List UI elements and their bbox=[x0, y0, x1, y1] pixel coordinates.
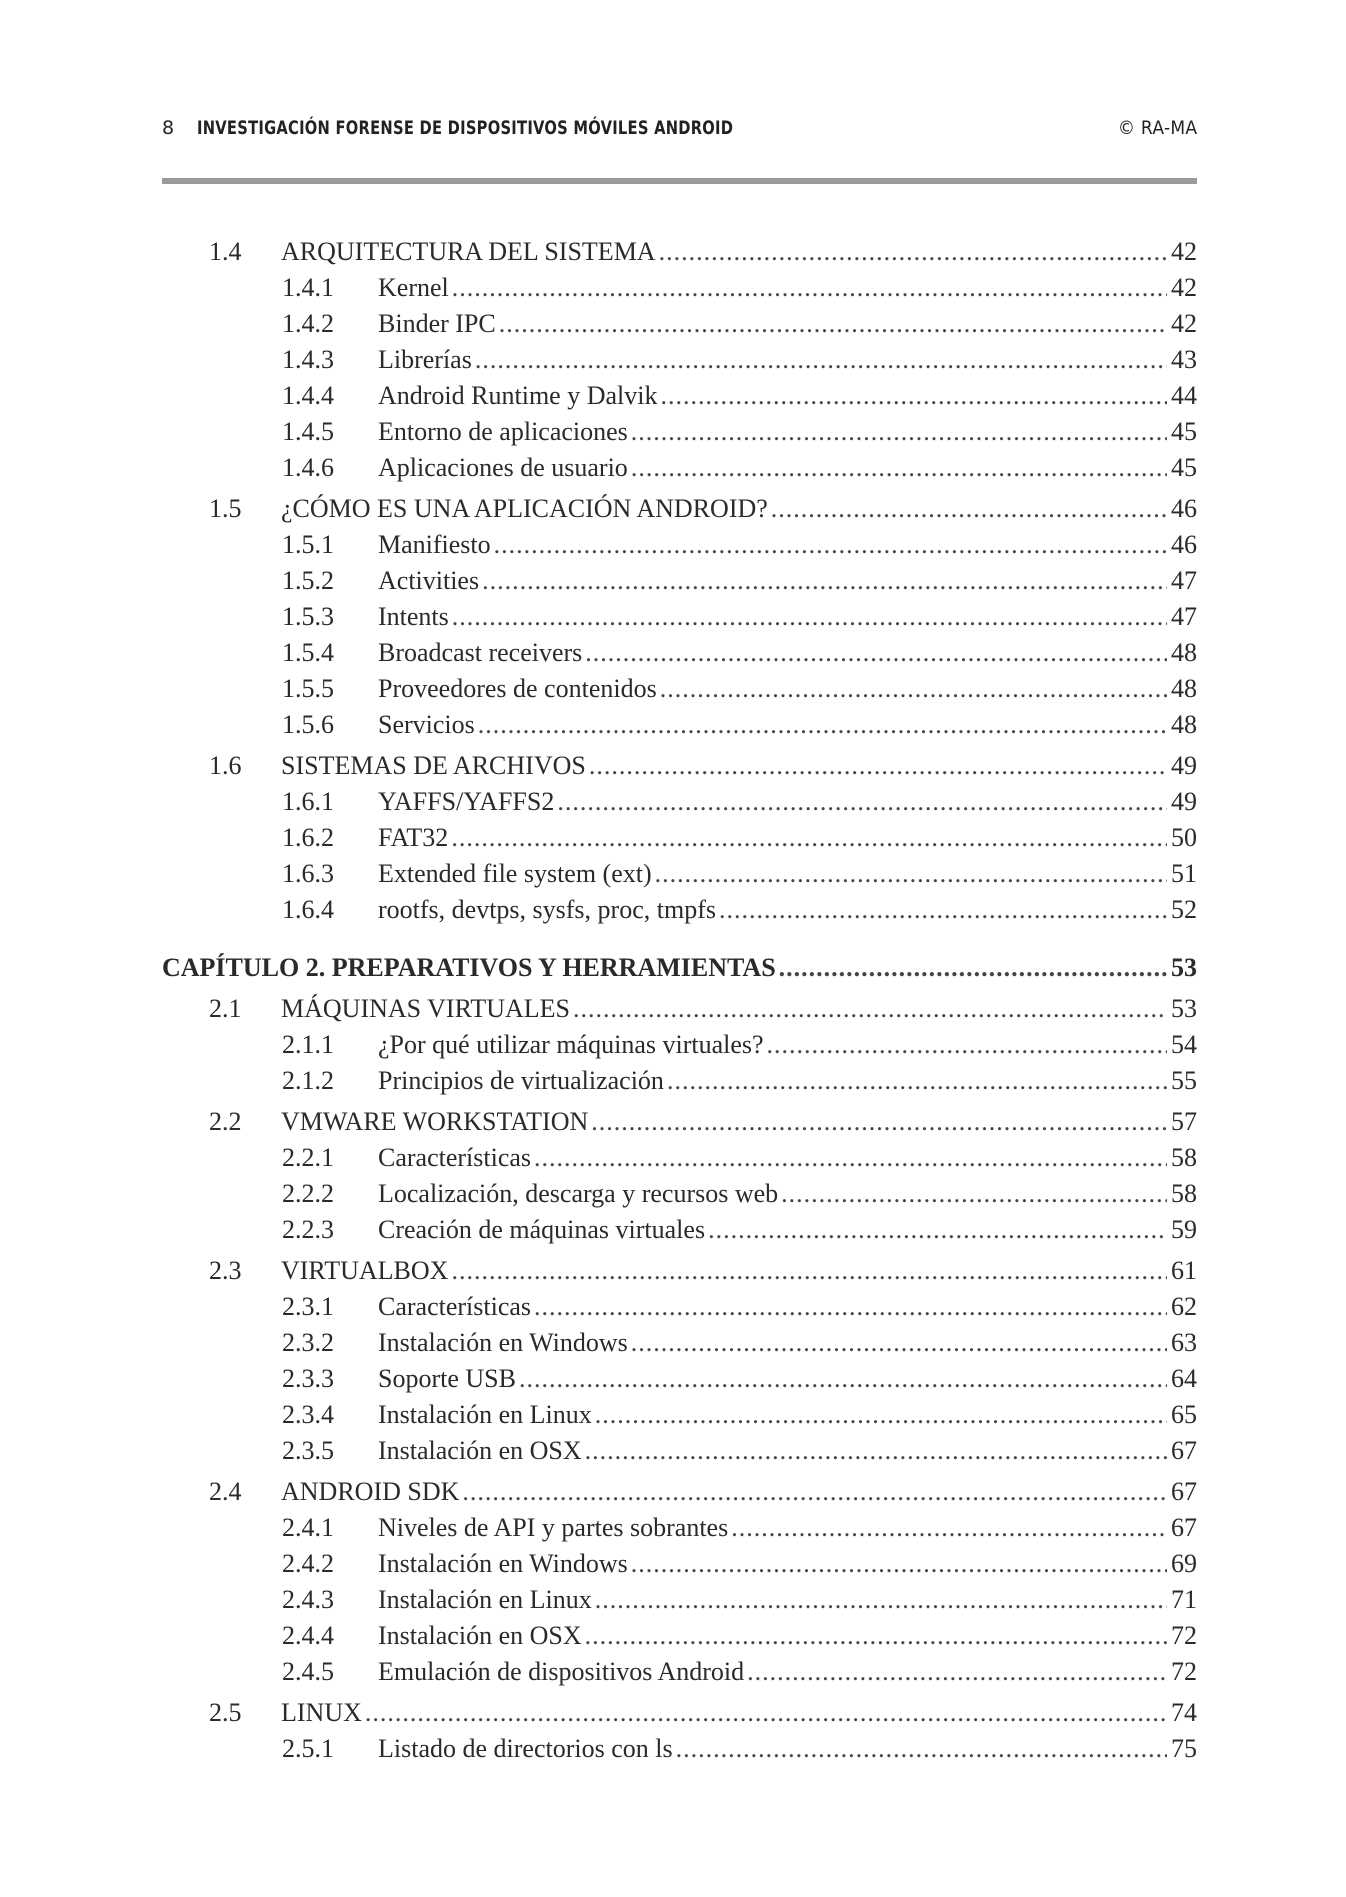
toc-entry-page: 53 bbox=[1171, 953, 1197, 982]
toc-entry-page: 72 bbox=[1171, 1621, 1197, 1650]
toc-entry-page: 75 bbox=[1171, 1734, 1197, 1763]
toc-entry-number: 1.6.3 bbox=[282, 859, 334, 888]
toc-entry-page: 45 bbox=[1171, 453, 1197, 482]
toc-entry-number: 2.2.1 bbox=[282, 1143, 334, 1172]
toc-entry-number: 2.1.2 bbox=[282, 1066, 334, 1095]
toc-entry-page: 71 bbox=[1171, 1585, 1197, 1614]
toc-entry-number: 2.3.1 bbox=[282, 1292, 334, 1321]
toc-entry-page: 54 bbox=[1171, 1030, 1197, 1059]
toc-entry-title: YAFFS/YAFFS2 bbox=[378, 787, 555, 816]
toc-entry-title: Intents bbox=[378, 602, 449, 631]
dot-leader bbox=[767, 1027, 1167, 1063]
toc-entry-number: 2.4.3 bbox=[282, 1585, 334, 1614]
toc-entry-page: 64 bbox=[1171, 1364, 1197, 1393]
toc-entry bbox=[162, 671, 1197, 707]
toc-entry-page: 48 bbox=[1171, 674, 1197, 703]
toc-entry-page: 67 bbox=[1171, 1477, 1197, 1506]
toc-entry bbox=[162, 1397, 1197, 1433]
toc-entry-title: Instalación en OSX bbox=[378, 1436, 582, 1465]
toc-entry bbox=[162, 1618, 1197, 1654]
toc-entry bbox=[162, 1104, 1197, 1140]
toc-entry-page: 72 bbox=[1171, 1657, 1197, 1686]
toc-entry-number: 2.3.2 bbox=[282, 1328, 334, 1357]
dot-leader bbox=[452, 270, 1167, 306]
toc-entry-page: 59 bbox=[1171, 1215, 1197, 1244]
dot-leader bbox=[494, 527, 1167, 563]
toc-entry-page: 45 bbox=[1171, 417, 1197, 446]
toc-entry-page: 57 bbox=[1171, 1107, 1197, 1136]
toc-entry bbox=[162, 1474, 1197, 1510]
toc-entry-number: 2.2 bbox=[209, 1107, 242, 1136]
toc-entry-title: Binder IPC bbox=[378, 309, 496, 338]
toc-entry-page: 51 bbox=[1171, 859, 1197, 888]
toc-entry bbox=[162, 1510, 1197, 1546]
toc-entry-number: 2.3 bbox=[209, 1256, 242, 1285]
toc-chapter-entry bbox=[162, 950, 1197, 986]
toc-entry bbox=[162, 748, 1197, 784]
toc-entry-number: 2.1.1 bbox=[282, 1030, 334, 1059]
toc-entry-title: Proveedores de contenidos bbox=[378, 674, 657, 703]
toc-entry-page: 62 bbox=[1171, 1292, 1197, 1321]
toc-entry-number: 1.4.5 bbox=[282, 417, 334, 446]
toc-entry bbox=[162, 1582, 1197, 1618]
dot-leader bbox=[534, 1289, 1167, 1325]
toc-entry-page: 55 bbox=[1171, 1066, 1197, 1095]
toc-entry-number: 1.4.6 bbox=[282, 453, 334, 482]
dot-leader bbox=[591, 1104, 1167, 1140]
toc-entry-title: CAPÍTULO 2. PREPARATIVOS Y HERRAMIENTAS bbox=[162, 953, 776, 982]
toc-entry-number: 2.3.4 bbox=[282, 1400, 334, 1429]
toc-entry-title: Librerías bbox=[378, 345, 472, 374]
dot-leader bbox=[452, 599, 1167, 635]
dot-leader bbox=[708, 1212, 1167, 1248]
dot-leader bbox=[557, 784, 1167, 820]
toc-entry-title: Instalación en Windows bbox=[378, 1328, 628, 1357]
toc-entry bbox=[162, 1140, 1197, 1176]
dot-leader bbox=[631, 1546, 1167, 1582]
toc-entry bbox=[162, 1027, 1197, 1063]
toc-entry-number: 1.5.5 bbox=[282, 674, 334, 703]
toc-entry-title: Kernel bbox=[378, 273, 449, 302]
toc-entry-page: 49 bbox=[1171, 787, 1197, 816]
toc-entry-number: 1.5.4 bbox=[282, 638, 334, 667]
toc-entry-title: Instalación en Linux bbox=[378, 1400, 592, 1429]
toc-entry-title: MÁQUINAS VIRTUALES bbox=[281, 994, 571, 1023]
toc-entry bbox=[162, 784, 1197, 820]
toc-entry-title: ANDROID SDK bbox=[281, 1477, 460, 1506]
toc-entry-title: VMWARE WORKSTATION bbox=[281, 1107, 589, 1136]
toc-entry-number: 2.3.5 bbox=[282, 1436, 334, 1465]
dot-leader bbox=[585, 1618, 1167, 1654]
dot-leader bbox=[631, 450, 1167, 486]
toc-entry-title: ARQUITECTURA DEL SISTEMA bbox=[281, 237, 656, 266]
toc-entry bbox=[162, 378, 1197, 414]
toc-entry-number: 1.5.2 bbox=[282, 566, 334, 595]
toc-entry bbox=[162, 820, 1197, 856]
toc-entry-page: 67 bbox=[1171, 1436, 1197, 1465]
toc-entry-page: 58 bbox=[1171, 1143, 1197, 1172]
toc-entry-number: 1.5 bbox=[209, 494, 242, 523]
toc-entry bbox=[162, 856, 1197, 892]
toc-entry bbox=[162, 414, 1197, 450]
toc-entry-number: 2.4.1 bbox=[282, 1513, 334, 1542]
toc-entry-number: 2.5 bbox=[209, 1698, 242, 1727]
toc-entry-page: 58 bbox=[1171, 1179, 1197, 1208]
toc-entry-page: 48 bbox=[1171, 638, 1197, 667]
toc-entry bbox=[162, 306, 1197, 342]
dot-leader bbox=[660, 378, 1167, 414]
dot-leader bbox=[667, 1063, 1167, 1099]
toc-entry-number: 1.5.1 bbox=[282, 530, 334, 559]
toc-entry bbox=[162, 707, 1197, 743]
toc-entry bbox=[162, 270, 1197, 306]
toc-entry-page: 65 bbox=[1171, 1400, 1197, 1429]
toc-entry-title: Broadcast receivers bbox=[378, 638, 583, 667]
toc-entry-title: Instalación en OSX bbox=[378, 1621, 582, 1650]
toc-entry bbox=[162, 1176, 1197, 1212]
header-rule bbox=[162, 178, 1197, 184]
toc-entry bbox=[162, 1695, 1197, 1731]
toc-entry-title: Entorno de aplicaciones bbox=[378, 417, 628, 446]
dot-leader bbox=[585, 635, 1167, 671]
toc-entry-number: 2.1 bbox=[209, 994, 242, 1023]
toc-entry bbox=[162, 491, 1197, 527]
toc-entry-page: 42 bbox=[1171, 309, 1197, 338]
dot-leader bbox=[519, 1361, 1167, 1397]
toc-entry-title: Características bbox=[378, 1292, 532, 1321]
dot-leader bbox=[655, 856, 1167, 892]
toc-entry-title: Características bbox=[378, 1143, 532, 1172]
toc-entry-number: 1.4.4 bbox=[282, 381, 334, 410]
toc-entry bbox=[162, 1433, 1197, 1469]
page-number: 8 bbox=[162, 117, 175, 139]
toc-entry-title: Aplicaciones de usuario bbox=[378, 453, 628, 482]
running-header bbox=[162, 117, 1197, 147]
dot-leader bbox=[631, 1325, 1167, 1361]
toc-entry bbox=[162, 527, 1197, 563]
toc-entry bbox=[162, 1654, 1197, 1690]
toc-entry bbox=[162, 1361, 1197, 1397]
table-of-contents bbox=[162, 234, 1197, 1767]
toc-entry-title: ¿CÓMO ES UNA APLICACIÓN ANDROID? bbox=[281, 494, 768, 523]
toc-entry-number: 2.4.5 bbox=[282, 1657, 334, 1686]
dot-leader bbox=[585, 1433, 1167, 1469]
dot-leader bbox=[676, 1731, 1167, 1767]
toc-entry-title: Android Runtime y Dalvik bbox=[378, 381, 658, 410]
toc-entry bbox=[162, 342, 1197, 378]
toc-entry-number: 1.5.6 bbox=[282, 710, 334, 739]
dot-leader bbox=[573, 991, 1167, 1027]
toc-entry-number: 1.5.3 bbox=[282, 602, 334, 631]
toc-entry-number: 2.4.2 bbox=[282, 1549, 334, 1578]
dot-leader bbox=[771, 491, 1167, 527]
dot-leader bbox=[475, 342, 1167, 378]
toc-entry-number: 1.6.1 bbox=[282, 787, 334, 816]
toc-entry-number: 1.4.1 bbox=[282, 273, 334, 302]
book-title: INVESTIGACIÓN FORENSE DE DISPOSITIVOS MÓVILES ANDROID bbox=[197, 117, 734, 139]
toc-entry-page: 69 bbox=[1171, 1549, 1197, 1578]
toc-entry-title: Principios de virtualización bbox=[378, 1066, 664, 1095]
toc-entry-title: LINUX bbox=[281, 1698, 362, 1727]
toc-entry bbox=[162, 1325, 1197, 1361]
toc-entry-title: Activities bbox=[378, 566, 480, 595]
toc-entry bbox=[162, 892, 1197, 928]
toc-entry bbox=[162, 991, 1197, 1027]
toc-entry-number: 1.4 bbox=[209, 237, 242, 266]
toc-entry-page: 46 bbox=[1171, 530, 1197, 559]
toc-entry-title: Manifiesto bbox=[378, 530, 491, 559]
dot-leader bbox=[595, 1397, 1167, 1433]
dot-leader bbox=[660, 671, 1167, 707]
toc-entry-page: 67 bbox=[1171, 1513, 1197, 1542]
toc-entry-page: 47 bbox=[1171, 602, 1197, 631]
dot-leader bbox=[462, 1474, 1167, 1510]
dot-leader bbox=[779, 950, 1167, 986]
toc-entry-title: Localización, descarga y recursos web bbox=[378, 1179, 779, 1208]
toc-entry bbox=[162, 1731, 1197, 1767]
toc-entry-page: 44 bbox=[1171, 381, 1197, 410]
toc-entry-page: 43 bbox=[1171, 345, 1197, 374]
toc-entry-number: 2.4 bbox=[209, 1477, 242, 1506]
dot-leader bbox=[451, 820, 1167, 856]
dot-leader bbox=[719, 892, 1167, 928]
toc-entry-title: Instalación en Linux bbox=[378, 1585, 592, 1614]
toc-entry-title: Instalación en Windows bbox=[378, 1549, 628, 1578]
toc-entry bbox=[162, 1546, 1197, 1582]
toc-entry-page: 46 bbox=[1171, 494, 1197, 523]
toc-entry bbox=[162, 563, 1197, 599]
publisher-mark: © RA-MA bbox=[1117, 117, 1197, 139]
toc-entry-page: 47 bbox=[1171, 566, 1197, 595]
toc-entry-title: VIRTUALBOX bbox=[281, 1256, 449, 1285]
toc-entry-number: 2.3.3 bbox=[282, 1364, 334, 1393]
toc-entry-title: Listado de directorios con ls bbox=[378, 1734, 673, 1763]
toc-entry-number: 1.6.2 bbox=[282, 823, 334, 852]
dot-leader bbox=[451, 1253, 1167, 1289]
toc-entry-number: 2.2.2 bbox=[282, 1179, 334, 1208]
toc-entry-page: 49 bbox=[1171, 751, 1197, 780]
toc-entry-page: 50 bbox=[1171, 823, 1197, 852]
dot-leader bbox=[534, 1140, 1167, 1176]
toc-entry bbox=[162, 1253, 1197, 1289]
toc-entry-number: 1.6 bbox=[209, 751, 242, 780]
toc-entry-number: 2.2.3 bbox=[282, 1215, 334, 1244]
toc-entry-page: 61 bbox=[1171, 1256, 1197, 1285]
toc-entry-title: ¿Por qué utilizar máquinas virtuales? bbox=[378, 1030, 764, 1059]
toc-entry bbox=[162, 1063, 1197, 1099]
toc-entry-page: 42 bbox=[1171, 237, 1197, 266]
dot-leader bbox=[631, 414, 1167, 450]
toc-entry-page: 53 bbox=[1171, 994, 1197, 1023]
toc-entry bbox=[162, 599, 1197, 635]
dot-leader bbox=[499, 306, 1167, 342]
toc-entry bbox=[162, 1212, 1197, 1248]
dot-leader bbox=[747, 1654, 1167, 1690]
toc-entry-number: 2.5.1 bbox=[282, 1734, 334, 1763]
toc-entry-title: FAT32 bbox=[378, 823, 449, 852]
dot-leader bbox=[731, 1510, 1167, 1546]
toc-entry-number: 1.4.3 bbox=[282, 345, 334, 374]
toc-entry-number: 2.4.4 bbox=[282, 1621, 334, 1650]
toc-entry-title: rootfs, devtps, sysfs, proc, tmpfs bbox=[378, 895, 716, 924]
dot-leader bbox=[781, 1176, 1167, 1212]
toc-entry-title: Creación de máquinas virtuales bbox=[378, 1215, 706, 1244]
toc-entry-page: 52 bbox=[1171, 895, 1197, 924]
toc-entry-title: Extended file system (ext) bbox=[378, 859, 652, 888]
toc-entry-title: Niveles de API y partes sobrantes bbox=[378, 1513, 729, 1542]
dot-leader bbox=[659, 234, 1167, 270]
toc-entry-page: 48 bbox=[1171, 710, 1197, 739]
toc-entry bbox=[162, 635, 1197, 671]
dot-leader bbox=[595, 1582, 1167, 1618]
dot-leader bbox=[589, 748, 1167, 784]
toc-entry bbox=[162, 450, 1197, 486]
toc-entry-title: Servicios bbox=[378, 710, 475, 739]
dot-leader bbox=[482, 563, 1167, 599]
toc-entry-title: Emulación de dispositivos Android bbox=[378, 1657, 745, 1686]
toc-entry-page: 74 bbox=[1171, 1698, 1197, 1727]
dot-leader bbox=[478, 707, 1167, 743]
toc-entry-page: 42 bbox=[1171, 273, 1197, 302]
toc-entry-number: 1.6.4 bbox=[282, 895, 334, 924]
toc-entry-number: 1.4.2 bbox=[282, 309, 334, 338]
toc-entry-title: SISTEMAS DE ARCHIVOS bbox=[281, 751, 586, 780]
dot-leader bbox=[365, 1695, 1167, 1731]
toc-entry bbox=[162, 1289, 1197, 1325]
toc-entry-title: Soporte USB bbox=[378, 1364, 516, 1393]
toc-entry-page: 63 bbox=[1171, 1328, 1197, 1357]
toc-entry bbox=[162, 234, 1197, 270]
